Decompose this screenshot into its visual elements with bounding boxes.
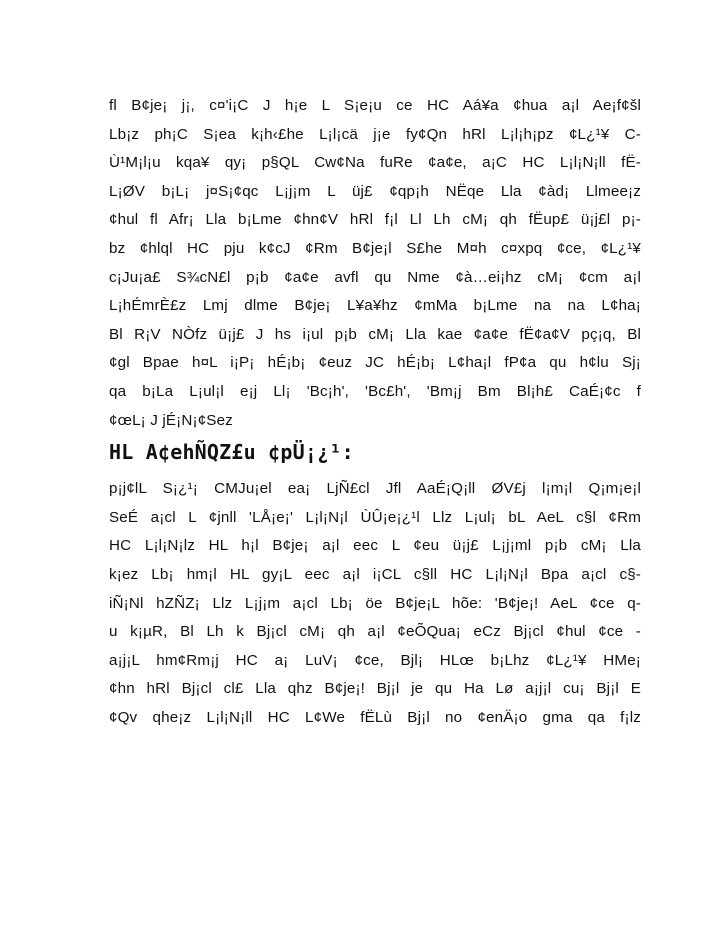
text-line: fl B¢je¡ j¡, c¤'i¡C J h¡e L S¡e¡u ce HC Aá¥a ¢hua a¡l Ae¡f¢šl xyxy=(109,97,641,114)
text-line: k¡ez Lb¡ hm¡l HL gy¡L eec a¡l i¡CL c§ll HC L¡l¡N¡l Bpa a¡cl c§- xyxy=(109,565,641,583)
text-line: iÑ¡Nl hZÑZ¡ Llz L¡j¡m a¡cl Lb¡ öe B¢je¡L hõe: 'B¢je¡! AeL ¢ce q- xyxy=(109,594,641,612)
text-line: Lb¡z ph¡C S¡ea k¡h‹£he L¡l¡cä j¡e fy¢Qn hRl L¡l¡h¡pz ¢L¿¹¥ C- xyxy=(109,125,641,143)
paragraph-1 xyxy=(109,92,641,435)
text-line: u k¡µR, Bl Lh k Bj¡cl cM¡ qh a¡l ¢eÕQua¡ eCz Bj¡cl ¢hul ¢ce - xyxy=(109,623,641,641)
text-line: L¡hÉmrÈ£z Lmj dlme B¢je¡ L¥a¥hz ¢mMa b¡Lme na na L¢ha¡ xyxy=(109,297,641,315)
document-page xyxy=(109,92,641,732)
text-line: a¡j¡L hm¢Rm¡j HC a¡ LuV¡ ¢ce, Bjl¡ HLœ b¡Lhz ¢L¿¹¥ HMe¡ xyxy=(109,651,641,669)
text-line: ¢Qv qhe¡z L¡l¡N¡ll HC L¢We fËLù Bj¡l no ¢enÄ¡o gma qa f¡lz xyxy=(109,708,641,726)
text-line: ¢gl Bpae h¤L i¡P¡ hÉ¡b¡ ¢euz JC hÉ¡b¡ L¢ha¡l fP¢a qu h¢lu Sj¡ xyxy=(109,354,641,372)
text-line: L¡ØV b¡L¡ j¤S¡¢qc L¡j¡m L üj£ ¢qp¡h NËqe Lla ¢àd¡ Llmee¡z xyxy=(109,182,641,200)
text-line: qa b¡La L¡ul¡l e¡j Ll¡ 'Bc¡h', 'Bc£h', 'Bm¡j Bm Bl¡h£ CaÉ¡¢c f xyxy=(109,382,641,400)
text-line: ¢hn hRl Bj¡cl cl£ Lla qhz B¢je¡! Bj¡l je qu Ha Lø a¡j¡l cu¡ Bj¡l E xyxy=(109,680,641,698)
text-line: c¡Ju¡a£ S¾cN£l p¡b ¢a¢e avfl qu Nme ¢à…ei¡hz cM¡ ¢cm a¡l xyxy=(109,268,641,286)
text-line: p¡j¢lL S¡¿¹¡ CMJu¡el ea¡ LjÑ£cl Jfl AaÉ¡Q¡ll ØV£j l¡m¡l Q¡m¡e¡l xyxy=(109,480,641,498)
text-line: Bl R¡V NÒfz ü¡j£ J hs i¡ul p¡b cM¡ Lla kae ¢a¢e fË¢a¢V pç¡q, Bl xyxy=(109,325,641,343)
paragraph-2 xyxy=(109,475,641,732)
text-line: SeÉ a¡cl L ¢jnll 'LÅ¡e¡' L¡l¡N¡l ÙÛ¡e¡¿¹l Llz L¡ul¡ bL AeL c§l ¢Rm xyxy=(109,508,641,526)
text-line: HC L¡l¡N¡lz HL h¡l B¢je¡ a¡l eec L ¢eu ü¡j£ L¡j¡ml p¡b cM¡ Lla xyxy=(109,537,641,555)
text-line: ¢hul fl Afr¡ Lla b¡Lme ¢hn¢V hRl f¡l Ll Lh cM¡ qh fËup£ ü¡j£l p¡- xyxy=(109,211,641,229)
text-line: ¢œL¡ J jÉ¡N¡¢Sez xyxy=(109,411,233,429)
text-line: bz ¢hlql HC pju k¢cJ ¢Rm B¢je¡l S£he M¤h c¤xpq ¢ce, ¢L¿¹¥ xyxy=(109,239,641,257)
section-heading: HL A¢ehÑQZ£u ¢pÜ¡¿¹: xyxy=(109,440,354,465)
text-line: Ù¹M¡l¡u kqa¥ qy¡ p§QL Cw¢Na fuRe ¢a¢e, a¡C HC L¡l¡N¡ll fË- xyxy=(109,154,641,172)
